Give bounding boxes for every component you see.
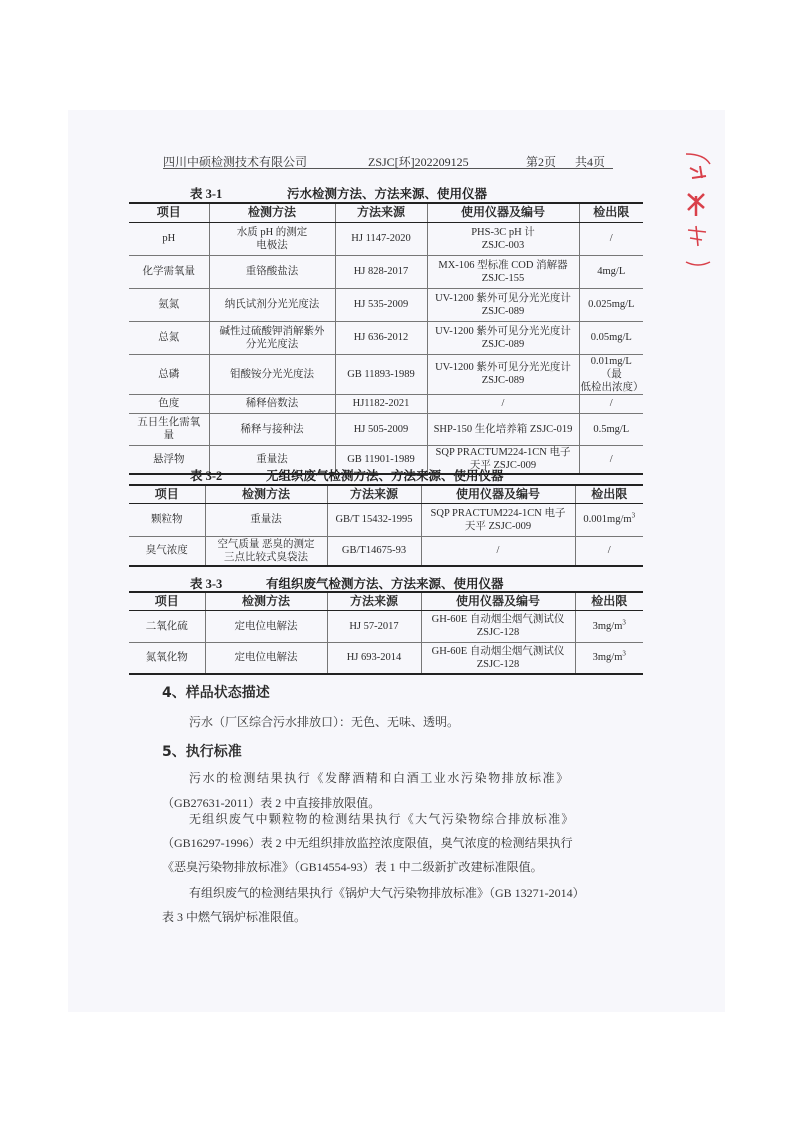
unit-superscript: 3 (631, 511, 636, 520)
table-cell: 碱性过硫酸钾消解紫外 分光光度法 (209, 321, 335, 354)
table-cell: HJ 1147-2020 (335, 222, 427, 255)
table-cell: 定电位电解法 (205, 610, 327, 642)
table-cell: 五日生化需氧 量 (129, 413, 209, 445)
column-header: 检出限 (579, 203, 643, 222)
standard-line-6: 有组织废气的检测结果执行《锅炉大气污染物排放标准》（GB 13271-2014） (189, 886, 585, 900)
table-cell: PHS-3C pH 计 ZSJC-003 (427, 222, 579, 255)
column-header: 检出限 (575, 592, 643, 610)
column-header: 项目 (129, 592, 205, 610)
standard-line-5: 《恶臭污染物排放标准》（GB14554-93）表 1 中二级新扩改建标准限值。 (162, 860, 543, 874)
table-cell: 0.5mg/L (579, 413, 643, 445)
table3-title: 有组织废气检测方法、方法来源、使用仪器 (266, 577, 504, 591)
table-3-2 (129, 484, 643, 567)
table-cell: / (579, 222, 643, 255)
table-cell: 氮氧化物 (129, 642, 205, 674)
table-row (129, 642, 643, 674)
column-header: 使用仪器及编号 (421, 485, 575, 503)
table-cell: 二氧化硫 (129, 610, 205, 642)
table-cell: 稀释倍数法 (209, 394, 335, 413)
table-cell: / (575, 536, 643, 566)
standard-line-4: （GB16297-1996）表 2 中无组织排放监控浓度限值，臭气浓度的检测结果执行 (162, 836, 573, 850)
standard-line-3: 无组织废气中颗粒物的检测结果执行《大气污染物综合排放标准》 (189, 812, 575, 826)
column-header: 检测方法 (205, 485, 327, 503)
table-row (129, 321, 643, 354)
table-cell: 色度 (129, 394, 209, 413)
section-4-title: 4、样品状态描述 (162, 685, 270, 701)
header-rule (163, 168, 613, 169)
table-3-1 (129, 202, 643, 475)
table-cell: GB 11901-1989 (335, 445, 427, 474)
unit-superscript: 3 (622, 649, 626, 658)
table-cell: 臭气浓度 (129, 536, 205, 566)
column-header: 项目 (129, 203, 209, 222)
table-cell: 颗粒物 (129, 503, 205, 536)
column-header: 检出限 (575, 485, 643, 503)
table-cell: SHP-150 生化培养箱 ZSJC-019 (427, 413, 579, 445)
table-row (129, 255, 643, 288)
table2-label: 表 3-2 (190, 469, 223, 483)
standard-line-7: 表 3 中燃气锅炉标准限值。 (162, 910, 307, 924)
table-cell: HJ 505-2009 (335, 413, 427, 445)
page-number: 第2页 (526, 155, 557, 169)
table-row (129, 536, 643, 566)
table-cell: HJ 693-2014 (327, 642, 421, 674)
table-cell: 化学需氧量 (129, 255, 209, 288)
table-cell: $0.001mg/m^3$ (575, 503, 643, 536)
table-cell: 稀释与接种法 (209, 413, 335, 445)
column-header: 方法来源 (335, 203, 427, 222)
table-cell: 0.025mg/L (579, 288, 643, 321)
table-cell: UV-1200 紫外可见分光光度计 ZSJC-089 (427, 321, 579, 354)
column-header: 项目 (129, 485, 205, 503)
column-header: 方法来源 (327, 485, 421, 503)
table-cell: 总氮 (129, 321, 209, 354)
table-cell: 0.01mg/L（最 低检出浓度） (580, 355, 643, 393)
table-cell: / (579, 394, 643, 413)
standard-line-2: （GB27631-2011）表 2 中直接排放限值。 (162, 796, 381, 810)
table-cell: SQP PRACTUM224-1CN 电子 天平 ZSJC-009 (427, 445, 579, 474)
table-cell: GB/T 15432-1995 (327, 503, 421, 536)
table-cell: GH-60E 自动烟尘烟气测试仪 ZSJC-128 (421, 610, 575, 642)
table-cell: 水质 pH 的测定 电极法 (209, 222, 335, 255)
table-cell: 重量法 (209, 445, 335, 474)
column-header: 方法来源 (327, 592, 421, 610)
table-cell: pH (129, 222, 209, 255)
table-cell: SQP PRACTUM224-1CN 电子 天平 ZSJC-009 (421, 503, 575, 536)
table-cell: UV-1200 紫外可见分光光度计 ZSJC-089 (427, 354, 579, 394)
table-cell: GH-60E 自动烟尘烟气测试仪 ZSJC-128 (421, 642, 575, 674)
table-cell: 钼酸铵分光光度法 (209, 354, 335, 394)
table-cell: $3mg/m^3$ (575, 642, 643, 674)
table2-title: 无组织废气检测方法、方法来源、使用仪器 (266, 469, 504, 483)
table-cell: 悬浮物 (129, 445, 209, 474)
table-cell: / (427, 394, 579, 413)
table1-label: 表 3-1 (190, 187, 223, 201)
table-cell: GB/T14675-93 (327, 536, 421, 566)
unit-superscript: 3 (622, 618, 626, 626)
table-cell: GB 11893-1989 (335, 354, 427, 394)
table-cell: / (579, 445, 643, 474)
table-cell: 总磷 (129, 354, 209, 394)
table-row (129, 503, 643, 536)
table-row (129, 394, 643, 413)
table-cell: HJ 535-2009 (335, 288, 427, 321)
table-cell: 4mg/L (579, 255, 643, 288)
table-row (129, 610, 643, 642)
table3-label: 表 3-3 (190, 577, 223, 591)
table-cell: 定电位电解法 (205, 642, 327, 674)
table-cell: 纳氏试剂分光光度法 (209, 288, 335, 321)
table-cell: MX-106 型标准 COD 消解器 ZSJC-155 (427, 255, 579, 288)
table-cell: 0.05mg/L (579, 321, 643, 354)
table-cell: / (421, 536, 575, 566)
column-header: 检测方法 (209, 203, 335, 222)
table-row (129, 222, 643, 255)
company-name: 四川中硕检测技术有限公司 (163, 155, 308, 169)
table-cell: HJ 57-2017 (327, 610, 421, 642)
table-cell: 重量法 (205, 503, 327, 536)
table-cell: HJ 636-2012 (335, 321, 427, 354)
column-header: 使用仪器及编号 (427, 203, 579, 222)
report-number: ZSJC[环]202209125 (368, 155, 469, 169)
section-4-text: 污水（厂区综合污水排放口）：无色、无味、透明。 (189, 715, 460, 729)
table-cell: $3mg/m^3$ (575, 610, 643, 642)
seal-stamp-icon (682, 150, 712, 270)
table1-title: 污水检测方法、方法来源、使用仪器 (287, 187, 488, 201)
table-cell: 空气质量 恶臭的测定 三点比较式臭袋法 (205, 536, 327, 566)
section-5-title: 5、执行标准 (162, 744, 242, 760)
column-header: 使用仪器及编号 (421, 592, 575, 610)
table-cell: 重铬酸盐法 (209, 255, 335, 288)
header-row (129, 203, 643, 222)
page-total: 共4页 (575, 155, 606, 169)
standard-line-1: 污水的检测结果执行《发酵酒精和白酒工业水污染物排放标准》 (189, 771, 570, 785)
table-row (129, 354, 643, 394)
column-header: 检测方法 (205, 592, 327, 610)
table-3-3 (129, 591, 643, 675)
table-row (129, 288, 643, 321)
table-cell: HJ1182-2021 (335, 394, 427, 413)
header-row (129, 485, 643, 503)
header-row (129, 592, 643, 610)
table-cell: UV-1200 紫外可见分光光度计 ZSJC-089 (427, 288, 579, 321)
table-cell: 氨氮 (129, 288, 209, 321)
table-cell: HJ 828-2017 (335, 255, 427, 288)
table-row (129, 413, 643, 445)
